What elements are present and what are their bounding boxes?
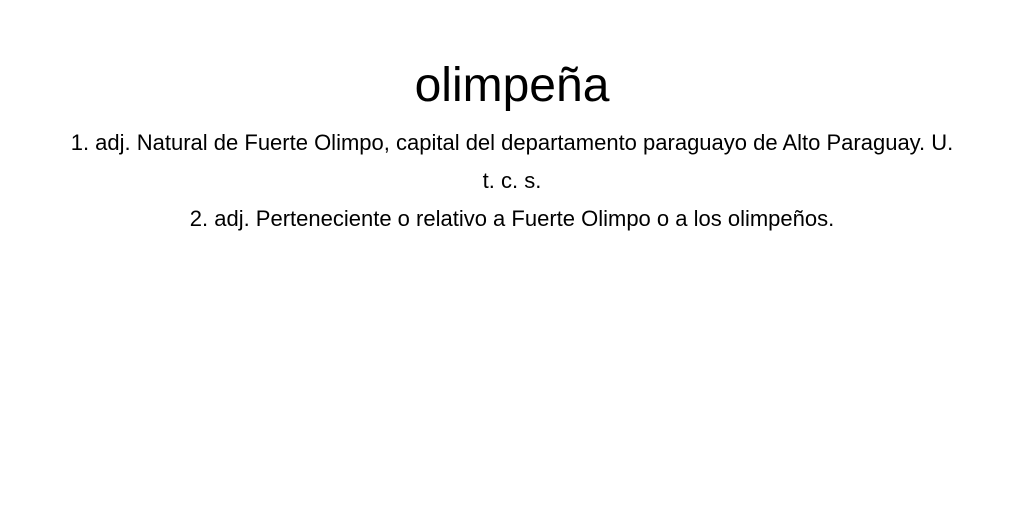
headword: olimpeña	[414, 59, 610, 112]
definition-2: 2. adj. Perteneciente o relativo a Fuerte Olimpo o a los olimpeños.	[189, 206, 835, 231]
definition-1: 1. adj. Natural de Fuerte Olimpo, capital del departamento paraguayo de Alto Paraguay. U. t. c. s.	[70, 130, 954, 193]
dictionary-entry	[0, 0, 1024, 238]
definition-list	[70, 124, 954, 238]
